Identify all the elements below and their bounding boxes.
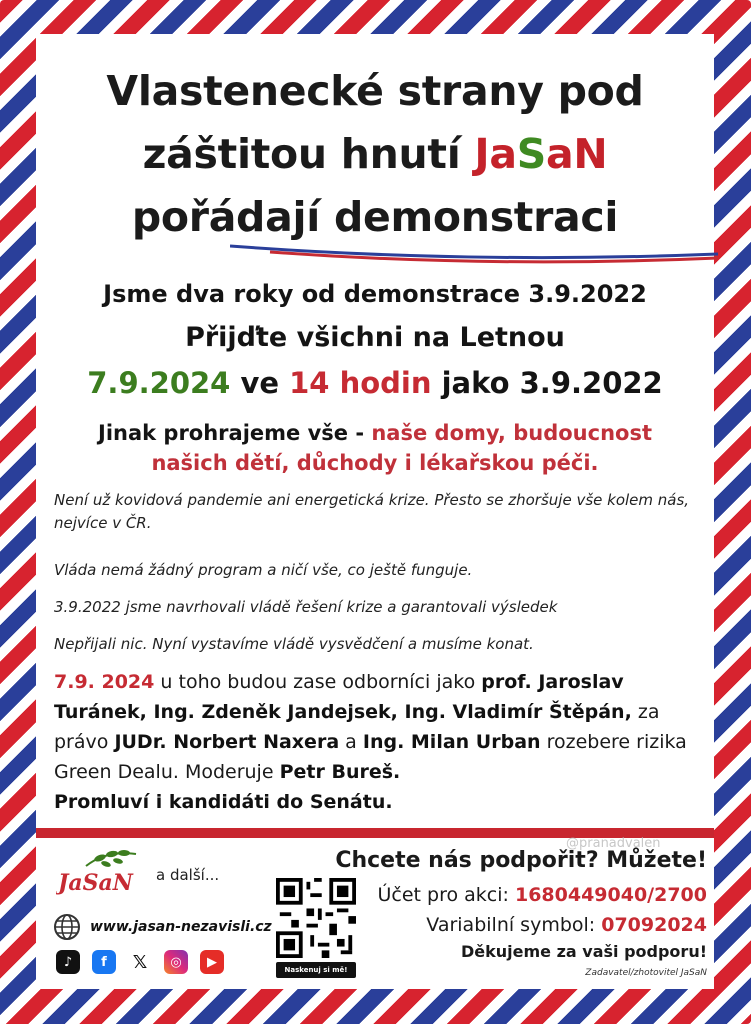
and-others-text: a další... <box>156 866 220 884</box>
headline-invite: Přijďte všichni na Letnou <box>185 322 565 353</box>
tiktok-icon[interactable]: ♪ <box>56 950 80 974</box>
qr-code-icon <box>276 878 356 958</box>
facebook-icon[interactable]: f <box>92 950 116 974</box>
qr-code[interactable] <box>276 878 356 980</box>
paragraph-3: 3.9.2022 jsme navrhovali vládě řešení krize a garantovali výsledek <box>54 598 558 616</box>
author-text: Zadavatel/zhotovitel JaSaN <box>585 968 707 978</box>
tricolor-swoosh <box>230 242 720 272</box>
title-line-3: pořádají demonstraci <box>131 193 619 241</box>
svg-text:JaSaN: JaSaN <box>58 870 133 896</box>
globe-icon <box>52 912 82 942</box>
watermark: @pranadvalen <box>566 836 661 851</box>
social-icons <box>56 950 224 974</box>
x-icon[interactable]: 𝕏 <box>128 950 152 974</box>
paragraph-1: Není už kovidová pandemie ani energetická krize. Přesto se zhoršuje vše kolem nás, nejvíce v ČR. <box>54 491 690 532</box>
youtube-icon[interactable]: ▶ <box>200 950 224 974</box>
website-row[interactable] <box>52 912 272 942</box>
thanks-text: Děkujeme za vaši podporu! <box>461 942 707 961</box>
headline-anniversary: Jsme dva roky od demonstrace 3.9.2022 <box>103 280 647 308</box>
support-title: Chcete nás podpořit? Můžete! <box>335 848 707 873</box>
qr-caption: Naskenuj si mě! <box>276 962 356 978</box>
variable-symbol-line: Variabilní symbol: 07092024 <box>426 914 707 936</box>
speakers-text: 7.9. 2024 u toho budou zase odborníci jako prof. Jaroslav Turánek, Ing. Zdeněk Jandejsek, Ing. Vladimír Štěpán, za právo JUDr. Norbert Naxera a Ing. Milan Urban rozebere rizika Green Dealu. Moderuje Petr Bureš. Promluví i kandidáti do Senátu. <box>54 671 687 813</box>
website-link[interactable]: www.jasan-nezavisli.cz <box>90 919 272 935</box>
headline-date: 7.9.2024 ve 14 hodin jako 3.9.2022 <box>87 366 663 400</box>
jasan-logo <box>56 848 150 898</box>
paragraph-2: Vláda nemá žádný program a ničí vše, co ještě funguje. <box>54 561 473 579</box>
warning-text: Jinak prohrajeme vše - naše domy, budoucnost našich dětí, důchody i lékařskou péči. <box>98 421 652 475</box>
title-line-2: záštitou hnutí JaSaN <box>142 130 608 178</box>
account-line: Účet pro akci: 1680449040/2700 <box>377 884 707 906</box>
title-line-1: Vlastenecké strany pod <box>106 67 644 115</box>
instagram-icon[interactable]: ◎ <box>164 950 188 974</box>
paragraph-4: Nepřijali nic. Nyní vystavíme vládě vysvědčení a musíme konat. <box>54 635 534 653</box>
poster-title <box>60 60 690 249</box>
